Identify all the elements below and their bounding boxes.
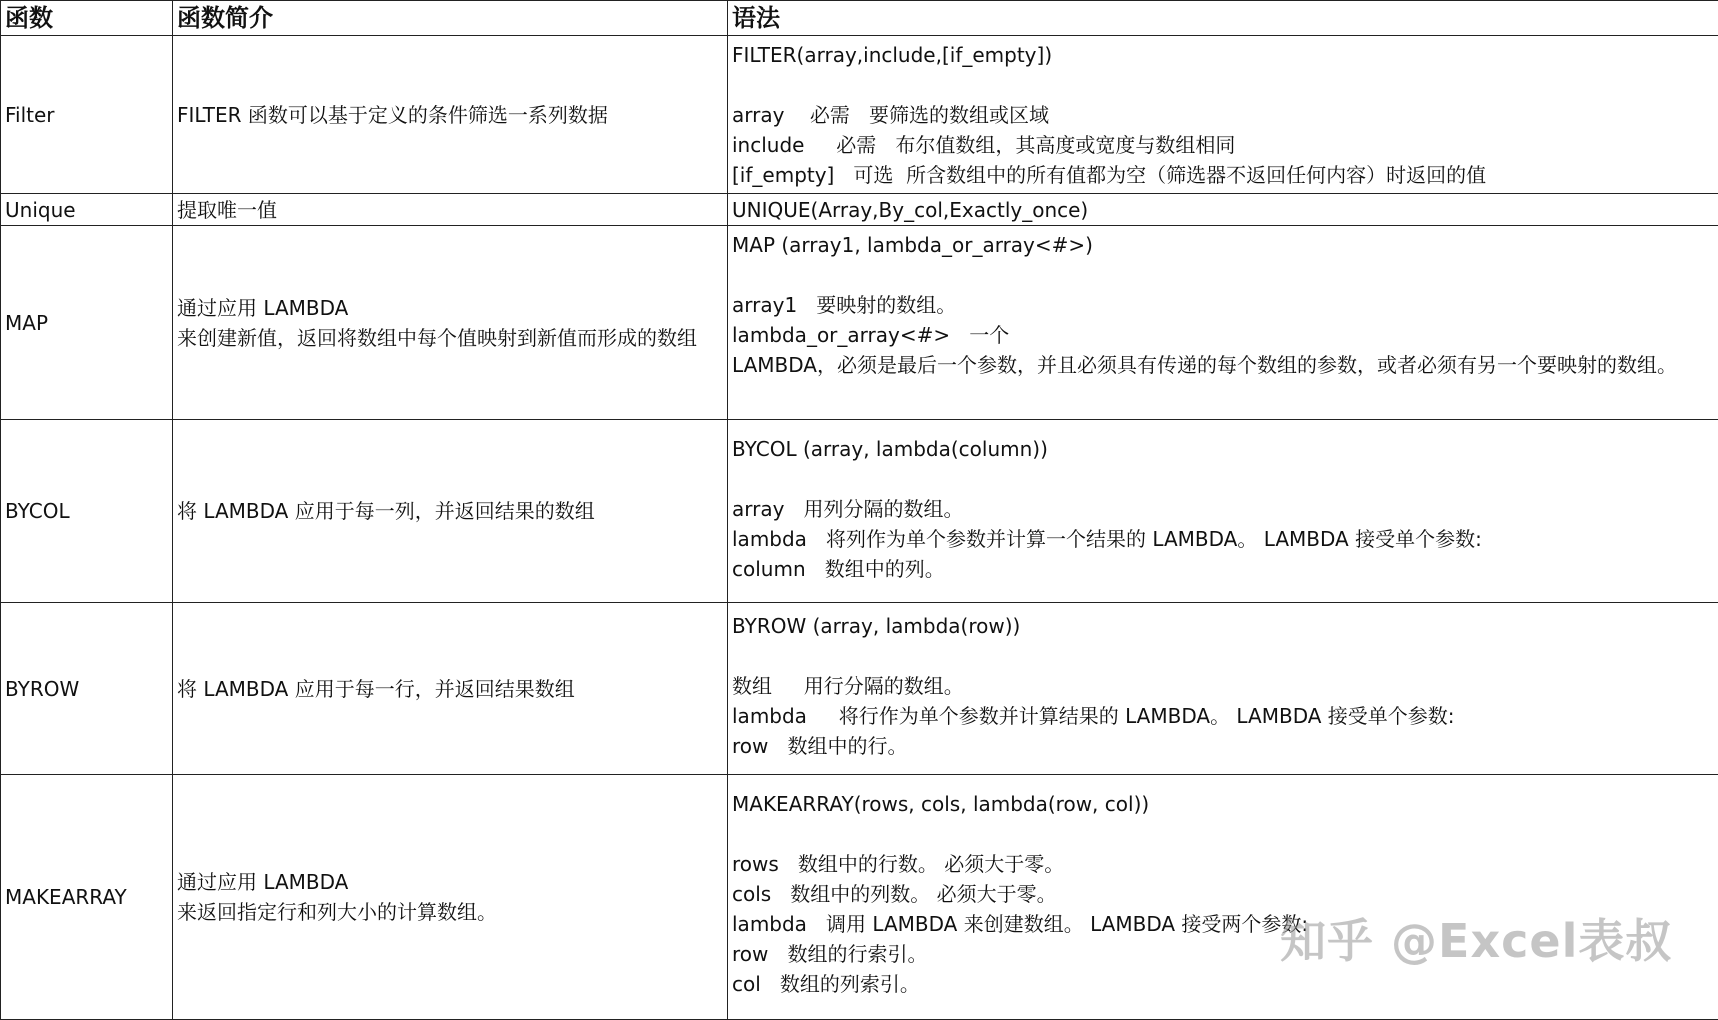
cell-function-name[interactable]: BYROW <box>1 603 173 775</box>
cell-function-name[interactable]: Unique <box>1 194 173 226</box>
table-row <box>1 420 1718 603</box>
cell-function-syntax[interactable]: BYCOL (array, lambda(column)) array 用列分隔的数组。 lambda 将列作为单个参数并计算一个结果的 LAMBDA。 LAMBDA 接受单个参数: column 数组中的列。 <box>728 420 1718 603</box>
cell-function-name[interactable]: MAP <box>1 226 173 420</box>
table-row <box>1 36 1718 194</box>
cell-function-name[interactable]: MAKEARRAY <box>1 775 173 1020</box>
cell-function-name[interactable]: Filter <box>1 36 173 194</box>
cell-function-intro[interactable]: 将 LAMBDA 应用于每一行，并返回结果数组 <box>173 603 728 775</box>
cell-function-intro[interactable]: 将 LAMBDA 应用于每一列，并返回结果的数组 <box>173 420 728 603</box>
cell-function-syntax[interactable]: MAP (array1, lambda_or_array<#>) array1 要映射的数组。 lambda_or_array<#> 一个 LAMBDA，必须是最后一个参数，并且必须具有传递的每个数组的参数，或者必须有另一个要映射的数组。 <box>728 226 1718 420</box>
table-row <box>1 603 1718 775</box>
header-function[interactable]: 函数 <box>1 1 173 36</box>
header-intro[interactable]: 函数简介 <box>173 1 728 36</box>
cell-function-intro[interactable]: 通过应用 LAMBDA 来返回指定行和列大小的计算数组。 <box>173 775 728 1020</box>
cell-function-syntax[interactable]: MAKEARRAY(rows, cols, lambda(row, col)) rows 数组中的行数。 必须大于零。 cols 数组中的列数。 必须大于零。 lambda 调用 LAMBDA 来创建数组。 LAMBDA 接受两个参数: row 数组的行索引。 col 数组的列索引。 <box>728 775 1718 1020</box>
table-row <box>1 775 1718 1020</box>
header-row <box>1 1 1718 36</box>
cell-function-syntax[interactable]: UNIQUE(Array,By_col,Exactly_once) <box>728 194 1718 226</box>
cell-function-syntax[interactable]: BYROW (array, lambda(row)) 数组 用行分隔的数组。 lambda 将行作为单个参数并计算结果的 LAMBDA。 LAMBDA 接受单个参数: row 数组中的行。 <box>728 603 1718 775</box>
cell-function-syntax[interactable]: FILTER(array,include,[if_empty]) array 必需 要筛选的数组或区域 include 必需 布尔值数组，其高度或宽度与数组相同 [if_empty] 可选 所含数组中的所有值都为空（筛选器不返回任何内容）时返回的值 <box>728 36 1718 194</box>
table-row <box>1 226 1718 420</box>
cell-function-intro[interactable]: FILTER 函数可以基于定义的条件筛选一系列数据 <box>173 36 728 194</box>
header-syntax[interactable]: 语法 <box>728 1 1718 36</box>
table-row <box>1 194 1718 226</box>
cell-function-intro[interactable]: 提取唯一值 <box>173 194 728 226</box>
cell-function-intro[interactable]: 通过应用 LAMBDA 来创建新值，返回将数组中每个值映射到新值而形成的数组 <box>173 226 728 420</box>
cell-function-name[interactable]: BYCOL <box>1 420 173 603</box>
watermark: 知乎 @Excel表叔 <box>1280 905 1672 971</box>
